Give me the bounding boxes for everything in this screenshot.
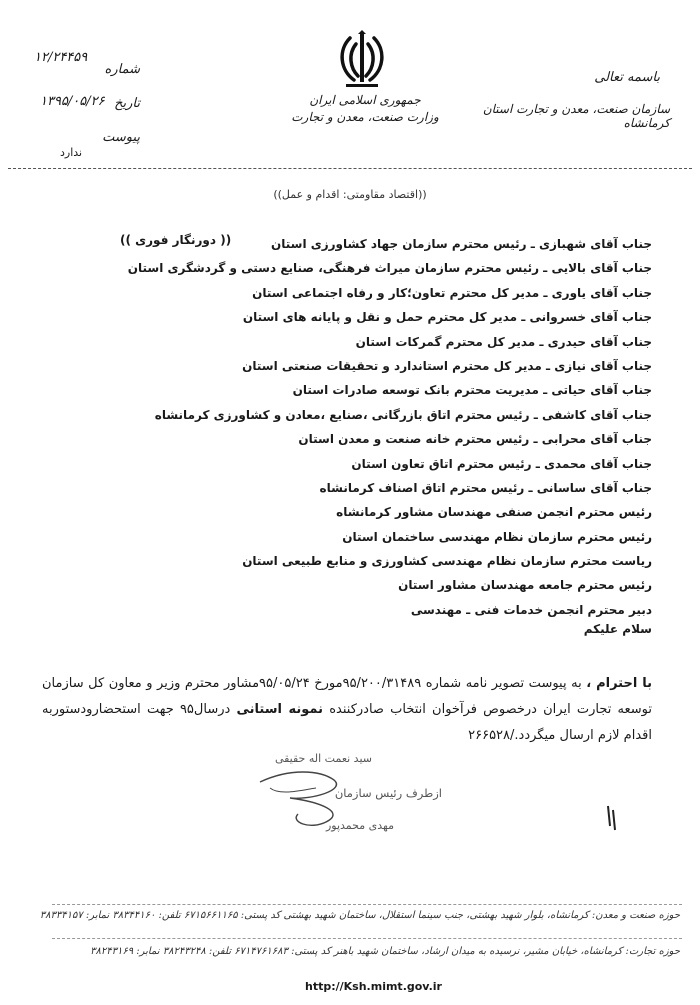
ministry-line2: وزارت صنعت، معدن و تجارت [291,110,439,124]
ministry-title [290,92,440,126]
slogan: ((اقتصاد مقاومتی: اقدام و عمل)) [273,188,427,201]
recipient-item: جناب آقای بالایی ـ رئیس محترم سازمان میراث فرهنگی، صنایع دستی و گردشگری استان [127,261,652,276]
recipient-item: ریاست محترم سازمان نظام مهندسی کشاورزی و منابع طبیعی استان [242,554,652,569]
website-link[interactable]: http://Ksh.mimt.gov.ir [305,980,442,993]
recipient-item: جناب آقای کاشفی ـ رئیس محترم اتاق بازرگانی ،صنایع ،معادن و کشاورزی کرمانشاه [154,407,652,422]
recipient-item: رئیس محترم جامعه مهندسان مشاور استان [398,578,652,593]
recipient-list [52,232,652,622]
header-divider [8,168,692,169]
footer-trade-address: حوزه تجارت: کرمانشاه، خیابان مشیر، نرسیده به میدان ارشاد، ساختمان شهید باهنر کد پستی: ۶۷۱۴۷۶۱۶۸۳ تلفن: ۳۸۲۴۳۲۴۸ نمابر: ۳۸۲۴۳۱۶۹ [90,946,680,957]
on-behalf-line: ازطرف رئیس سازمان [334,786,442,800]
recipient-item: جناب آقای نیازی ـ مدیر کل محترم استاندارد و تحقیقات صنعتی استان [242,358,652,373]
body-lead: با احترام ، [586,676,653,691]
recipient-item: جناب آقای یاوری ـ مدیر کل محترم تعاون؛کار و رفاه اجتماعی استان [252,285,652,300]
footer-industry-address: حوزه صنعت و معدن: کرمانشاه، بلوار شهید بهشتی، جنب سینما استقلال، ساختمان شهید بهشتی کد پستی: ۶۷۱۵۶۶۱۱۶۵ تلفن: ۳۸۳۴۴۱۶۰ نمابر: ۳۸۳۳۴۱۵۷ [39,910,680,921]
organization-name: سازمان صنعت، معدن و تجارت استان کرمانشاه [482,102,670,130]
tick-mark [604,804,620,834]
number-label: شماره [104,62,140,77]
recipient-item: رئیس محترم انجمن صنفی مهندسان مشاور کرمانشاه [336,505,652,520]
letter-date: ۱۳۹۵/۰۵/۲۶ [40,94,105,109]
ministry-line1: جمهوری اسلامی ایران [309,93,421,107]
handwritten-signature [250,760,370,840]
recipient-item: رئیس محترم سازمان نظام مهندسی ساختمان استان [342,529,652,544]
body-text-part2: درسال۹۵ جهت استحضارودستوربه اقدام لازم ارسال میگردد./۲۶۶۵۲۸ [42,702,652,743]
body-emphasis: نمونه استانی [236,702,324,717]
attachment-value: ندارد [60,146,83,159]
urgent-fax-note: (( دورنگار فوری )) [120,233,232,247]
recipient-item: جناب آقای حیدری ـ مدیر کل محترم گمرکات استان [355,334,652,349]
recipient-item: جناب آقای خسروانی ـ مدیر کل محترم حمل و نقل و پایانه های استان [242,310,652,325]
recipient-item: جناب آقای محمدی ـ رئیس محترم اتاق تعاون استان [351,456,652,471]
date-label: تاریخ [114,96,140,111]
attachment-label: پیوست [102,130,140,145]
footer-divider [52,938,682,939]
letter-body [42,671,652,749]
footer-divider [52,904,682,905]
greeting: سلام علیکم [583,622,652,636]
recipient-item: جناب آقای شهبازی ـ رئیس محترم سازمان جهاد کشاورزی استان [271,237,652,251]
basmala: باسمه تعالی [594,70,660,85]
clerk-name: مهدی محمدپور [325,819,394,832]
recipient-item: جناب آقای حیاتی ـ مدیریت محترم بانک توسعه صادرات استان [292,383,652,398]
recipient-item: دبیر محترم انجمن خدمات فنی ـ مهندسی [410,602,652,617]
letter-number: ۱۲/۲۴۴۵۹ [34,50,88,65]
signer-name: سید نعمت اله حقیقی [274,752,372,765]
body-text-part1: به پیوست تصویر نامه شماره ۹۵/۲۰۰/۳۱۴۸۹مورخ ۹۵/۰۵/۲۴مشاور محترم وزیر و معاون کل سازمان توسعه تجارت ایران درخصوص فرآخوان انتخاب صادرکننده [42,676,653,717]
iran-emblem-icon [336,30,388,90]
recipient-item: جناب آقای محرابی ـ رئیس محترم خانه صنعت و معدن استان [298,432,652,447]
recipient-item: جناب آقای ساسانی ـ رئیس محترم اتاق اصناف کرمانشاه [319,480,652,495]
